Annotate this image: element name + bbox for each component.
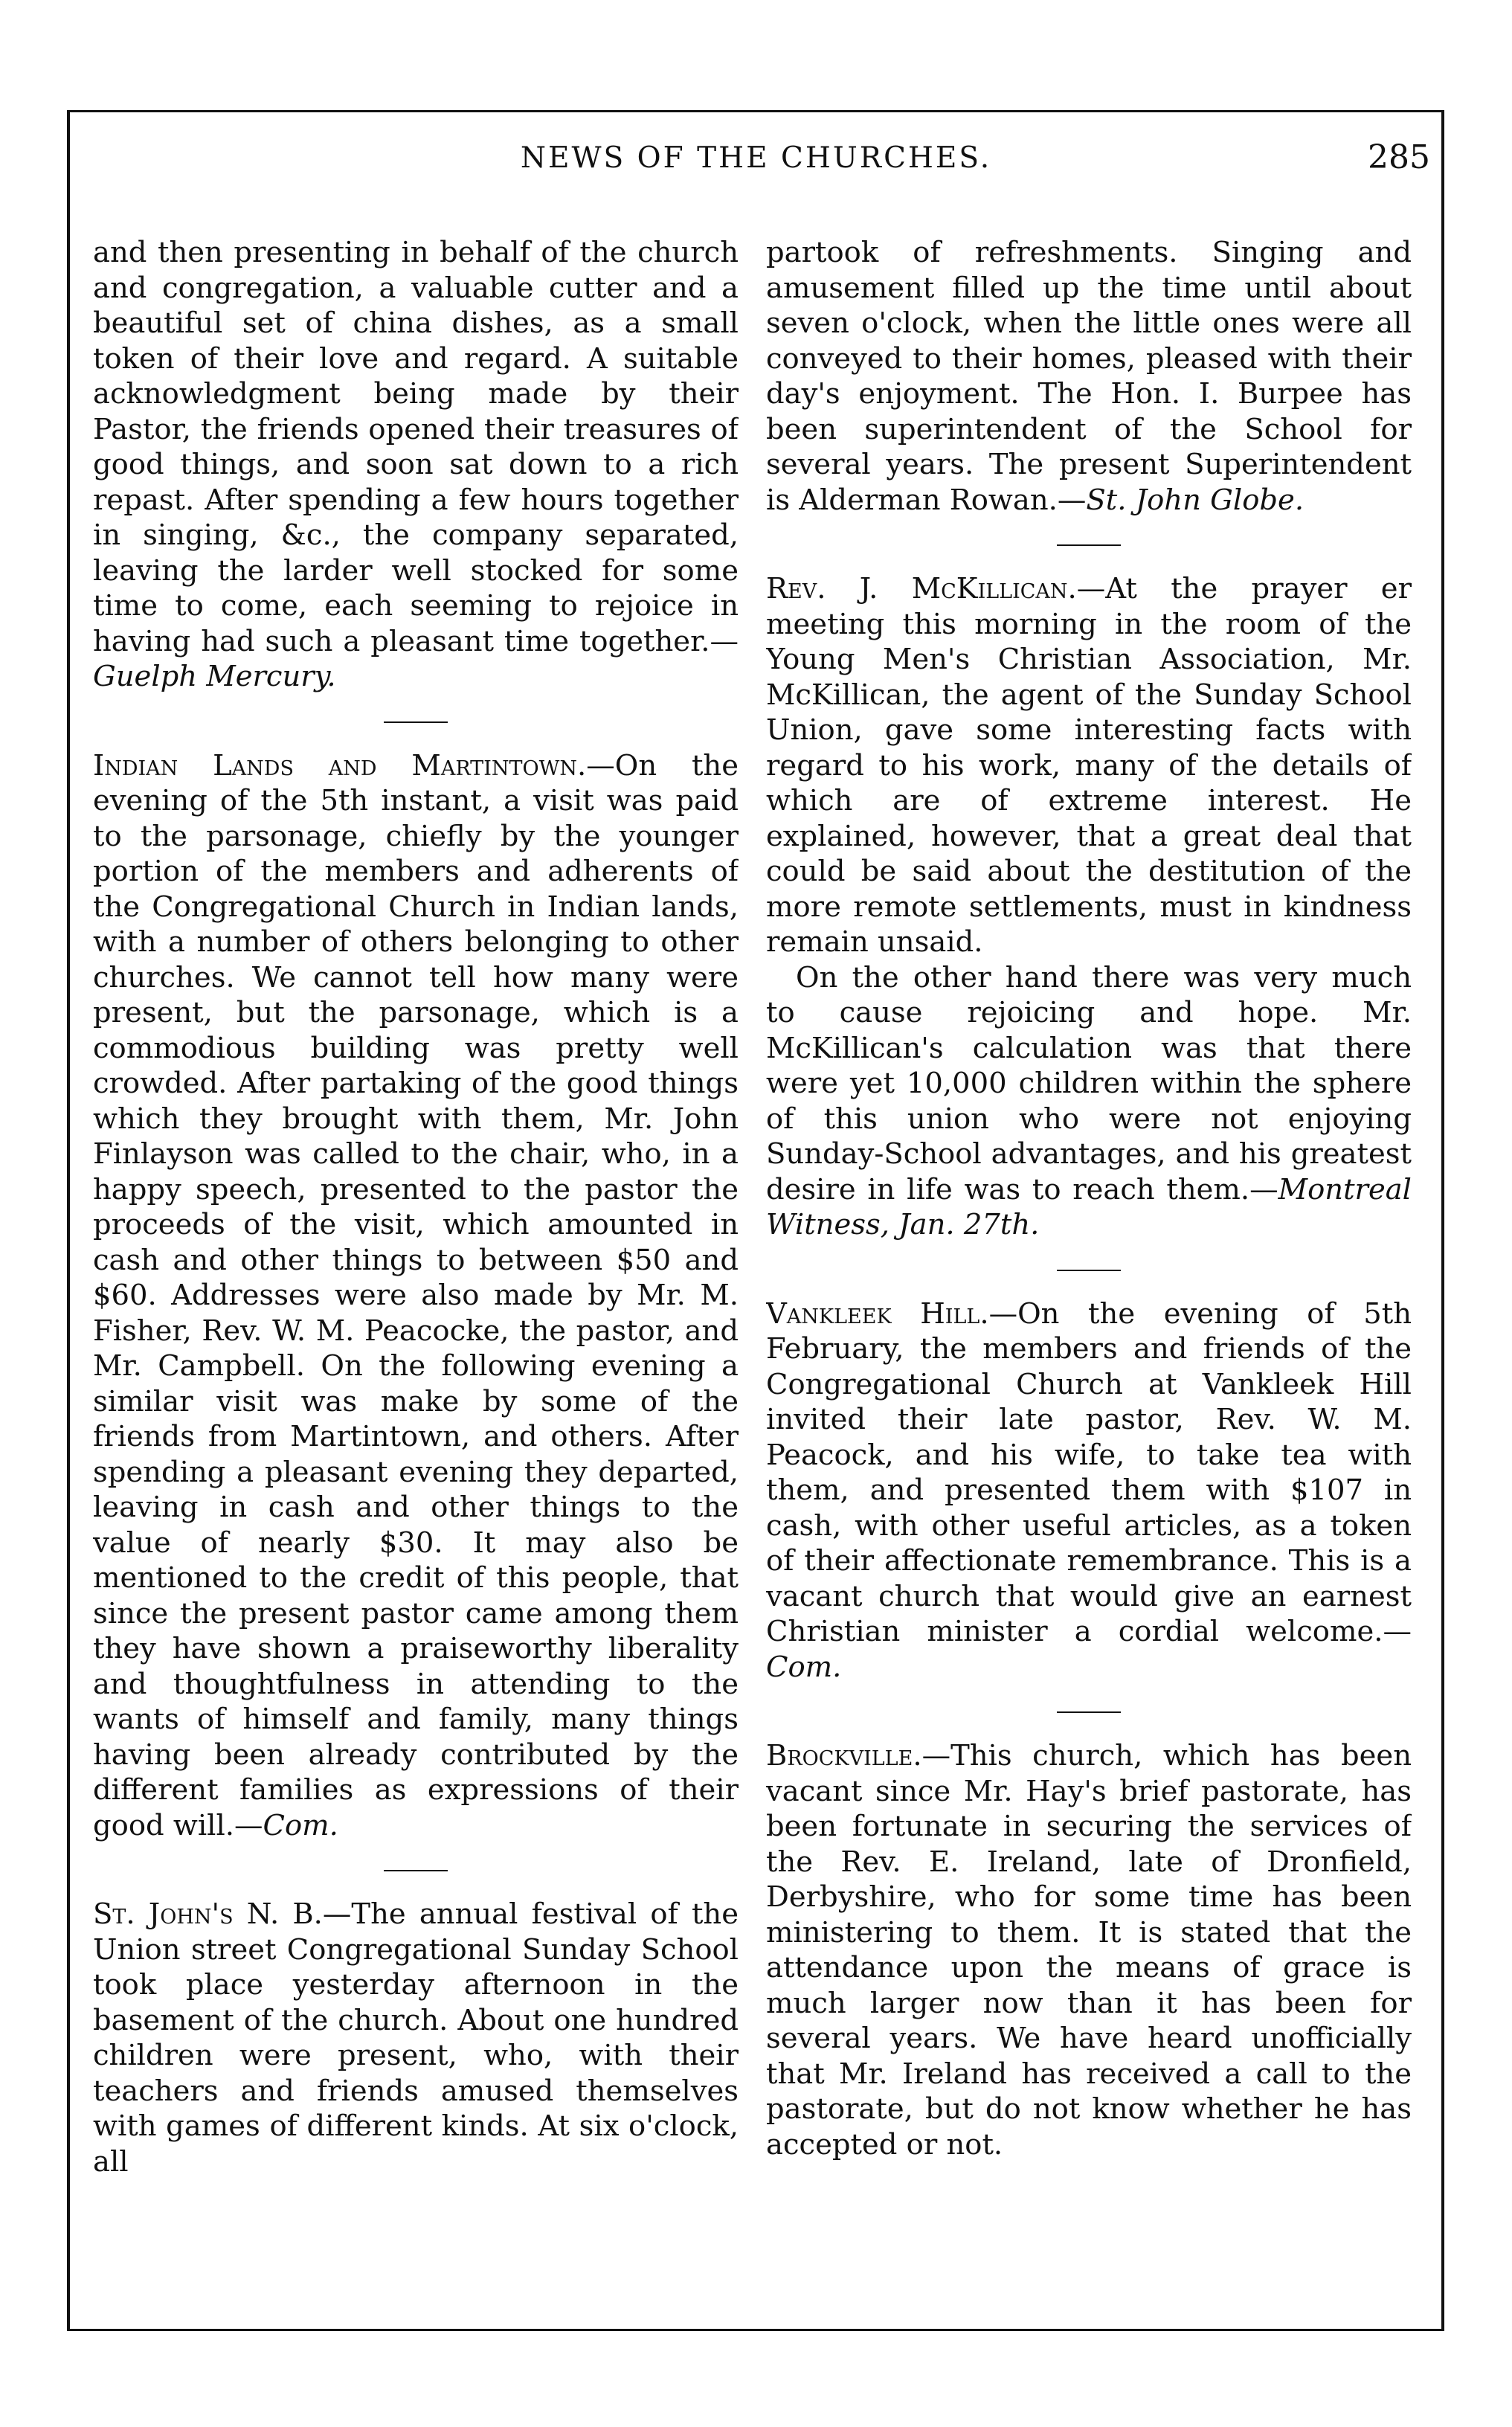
article-source: Guelph Mercury. (93, 660, 336, 693)
article-source: Montreal Witness, Jan. 27th. (766, 1172, 1412, 1241)
article-text: —At the prayer er meeting this morning in the room of the Young Men's Christian Association, Mr. McKillican, the agent of the Sunday School Union, gave some interesting facts with regard to his work, many of the details of which are of extreme interest. He explained, however, that a great deal that could be said about the destitution of the more remote settlements, must in kindness remain unsaid. (766, 572, 1412, 959)
article-source: Com. (263, 1808, 338, 1842)
article-source: St. John Globe. (1086, 483, 1304, 517)
article-st-johns-continued (766, 235, 1412, 518)
article-mckillican (766, 571, 1412, 960)
article-heading: Vankleek Hill. (766, 1296, 989, 1331)
article-text: —On the evening of 5th February, the members and friends of the Congregational Church at Vankleek Hill invited their late pastor, Rev. W. M. Peacock, and his wife, to take tea with them, and presented them with $107 in cash, with other useful articles, as a token of their affectionate remembrance. This is a vacant church that would give an earnest Christian minister a cordial welcome.— (766, 1296, 1412, 1648)
article-text: and then presenting in behalf of the church and congregation, a valuable cutter and a beautiful set of china dishes, as a small token of their love and regard. A suitable acknowledgment being made by their Pastor, the friends opened their treasures of good things, and soon sat down to a rich repast. After spending a few hours together in singing, &c., the company separated, leaving the larder well stocked for some time to come, each seeming to rejoice in having had such a pleasant time together.— (93, 236, 739, 658)
article-separator (1057, 1270, 1121, 1271)
article-brockville (766, 1738, 1412, 2162)
article-separator (384, 721, 448, 723)
continued-article (93, 235, 739, 695)
article-separator (1057, 1711, 1121, 1713)
article-heading: Indian Lands and Martintown. (93, 748, 587, 782)
running-title: NEWS OF THE CHURCHES. (520, 141, 992, 175)
left-column (93, 235, 739, 2295)
article-heading: St. John's N. B. (93, 1897, 323, 1931)
article-heading: Rev. J. McKillican. (766, 572, 1077, 605)
article-text: —The annual festival of the Union street Congregational Sunday School took place yesterday afternoon in the basement of the church. About one hundred children were present, who, with their teachers and friends amused themselves with games of different kinds. At six o'clock, all (93, 1897, 739, 2179)
article-heading: Brockville. (766, 1739, 922, 1772)
page-number: 285 (1368, 138, 1430, 176)
article-mckillican-para2 (766, 960, 1412, 1243)
article-separator (1057, 544, 1121, 546)
article-text: partook of refreshments. Singing and amusement filled up the time until about seven o'clock, when the little ones were all conveyed to their homes, pleased with their day's enjoyment. The Hon. I. Burpee has been superintendent of the School for several years. The present Superintendent is Alderman Rowan.— (766, 236, 1412, 517)
article-text: —On the evening of the 5th instant, a visit was paid to the parsonage, chiefly by the younger portion of the members and adherents of the Congregational Church in Indian lands, with a number of others belonging to other churches. We cannot tell how many were present, but the parsonage, which is a commodious building was pretty well crowded. After partaking of the good things which they brought with them, Mr. John Finlayson was called to the chair, who, in a happy speech, presented to the pastor the proceeds of the visit, which amounted in cash and other things to between $50 and $60. Addresses were also made by Mr. M. Fisher, Rev. W. M. Peacocke, the pastor, and Mr. Campbell. On the following evening a similar visit was make by some of the friends from Martintown, and others. After spending a pleasant evening they departed, leaving in cash and other things to the value of nearly $30. It may also be mentioned to the credit of this people, that since the present pastor came among them they have shown a praiseworthy liberality and thoughtfulness in attending to the wants of himself and family, many things having been already contributed by the different families as expressions of their good will.— (93, 748, 739, 1842)
article-st-johns (93, 1897, 739, 2179)
right-column (766, 235, 1412, 2295)
article-vankleek-hill (766, 1296, 1412, 1685)
article-separator (384, 1870, 448, 1871)
article-text: On the other hand there was very much to cause rejoicing and hope. Mr. McKillican's calculation was that there were yet 10,000 children within the sphere of this union who were not enjoying Sunday-School advantages, and his greatest desire in life was to reach them.— (766, 960, 1412, 1206)
article-indian-lands (93, 748, 739, 1844)
article-source: Com. (766, 1650, 842, 1684)
article-text: —This church, which has been vacant since Mr. Hay's brief pastorate, has been fortunate in securing the services of the Rev. E. Ireland, late of Dronfield, Derbyshire, who for some time has been ministering to them. It is stated that the attendance upon the means of grace is much larger now than it has been for several years. We have heard unofficially that Mr. Ireland has received a call to the pastorate, but do not know whether he has accepted or not. (766, 1739, 1412, 2161)
